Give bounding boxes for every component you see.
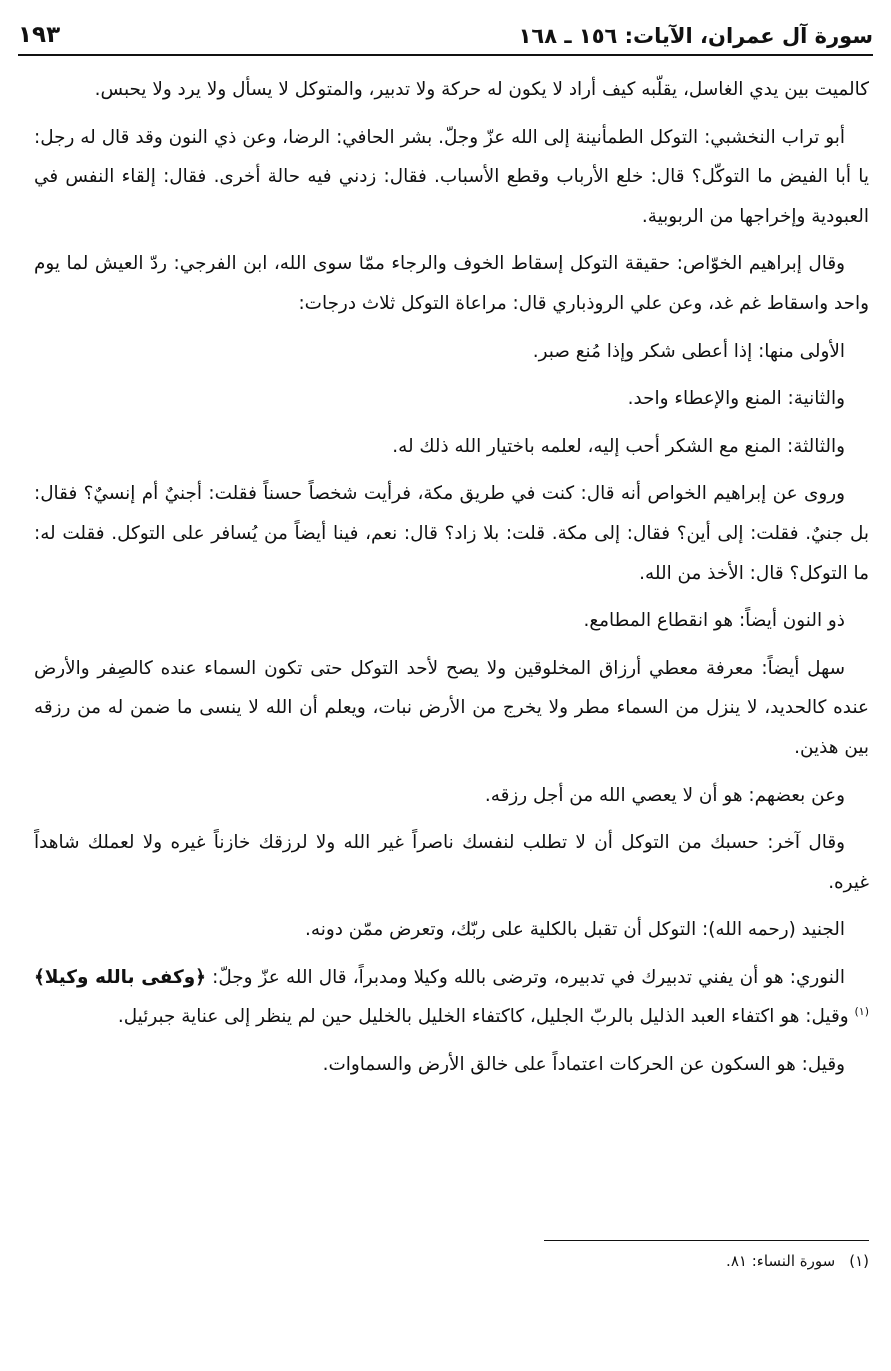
header-title: سورة آل عمران، الآيات: ١٥٦ ـ ١٦٨: [518, 24, 873, 48]
header-rule: [18, 54, 873, 56]
footnote-text: سورة النساء: ٨١.: [726, 1252, 836, 1270]
paragraph: وقال إبراهيم الخوّاص: حقيقة التوكل إسقاط الخوف والرجاء ممّا سوى الله، ابن الفرجي: ردّ العيش لما يوم واحد واسقاط غم غد، وعن علي الروذباري قال: مراعاة التوكل ثلاث درجات:: [34, 253, 869, 314]
footnote-number: (١): [849, 1252, 869, 1270]
paragraph: سهل أيضاً: معرفة معطي أرزاق المخلوقين ولا يصح لأحد التوكل حتى تكون السماء عنده كالصِفر والأرض عنده كالحديد، لا ينزل من السماء مطر ولا يخرج من الأرض نبات، ويعلم أن الله لا ينسى ما ضمن له من رزقه بين هذين.: [34, 657, 869, 758]
paragraph: والثالثة: المنع مع الشكر أحب إليه، لعلمه باختيار الله ذلك له.: [392, 435, 845, 457]
paragraph: وقيل: هو السكون عن الحركات اعتماداً على خالق الأرض والسماوات.: [322, 1054, 845, 1076]
footnote: [726, 1252, 869, 1270]
paragraph: وعن بعضهم: هو أن لا يعصي الله من أجل رزقه.: [484, 784, 845, 806]
paragraph: والثانية: المنع والإعطاء واحد.: [627, 388, 845, 410]
paragraph: الأولى منها: إذا أعطى شكر وإذا مُنع صبر.: [532, 340, 845, 362]
footnote-marker: (١): [854, 1005, 869, 1019]
nouri-text-before: النوري: هو أن يفني تدبيرك في تدبيره، وترضى بالله وكيلا ومدبراً، قال الله عزّ وجلّ:: [205, 966, 845, 988]
paragraph: الجنيد (رحمه الله): التوكل أن تقبل بالكلية على ربّك، وتعرض ممّن دونه.: [305, 919, 845, 941]
quran-verse: ﴿وكفى بالله وكيلا﴾: [34, 966, 206, 988]
paragraph: وروى عن إبراهيم الخواص أنه قال: كنت في طريق مكة، فرأيت شخصاً حسناً فقلت: أجنيٌ أم إنسيٌ؟ فقال: بل جنيٌ. فقلت: إلى أين؟ فقال: إلى مكة. قلت: بلا زاد؟ قال: نعم، فينا أيضاً من يُسافر على التوكل. فقلت له: ما التوكل؟ قال: الأخذ من الله.: [34, 483, 869, 584]
paragraph: وقال آخر: حسبك من التوكل أن لا تطلب لنفسك ناصراً غير الله ولا لرزقك خازناً غيره ولا لعملك شاهداً غيره.: [34, 832, 869, 893]
footnote-rule: [544, 1240, 869, 1241]
paragraph: أبو تراب النخشبي: التوكل الطمأنينة إلى الله عزّ وجلّ. بشر الحافي: الرضا، وعن ذي النون وقد قال له رجل: يا أبا الفيض ما التوكّل؟ قال: خلع الأرباب وقطع الأسباب. فقال: زدني فيه حالة أخرى. فقال: إلقاء النفس في العبودية وإخراجها من الربوبية.: [34, 126, 869, 227]
paragraph: كالميت بين يدي الغاسل، يقلّبه كيف أراد لا يكون له حركة ولا تدبير، والمتوكل لا يسأل ولا يرد ولا يحبس.: [94, 79, 869, 100]
paragraph-nouri: [34, 958, 869, 1037]
body-text: [34, 70, 869, 1093]
paragraph: ذو النون أيضاً: هو انقطاع المطامع.: [583, 610, 845, 632]
page-header: [18, 14, 873, 48]
nouri-text-after: وقيل: هو اكتفاء العبد الذليل بالربّ الجليل، كاكتفاء الخليل بالخليل حين لم ينظر إلى عناية جبرئيل.: [117, 1006, 855, 1028]
page-number: ١٩٣: [18, 22, 61, 48]
